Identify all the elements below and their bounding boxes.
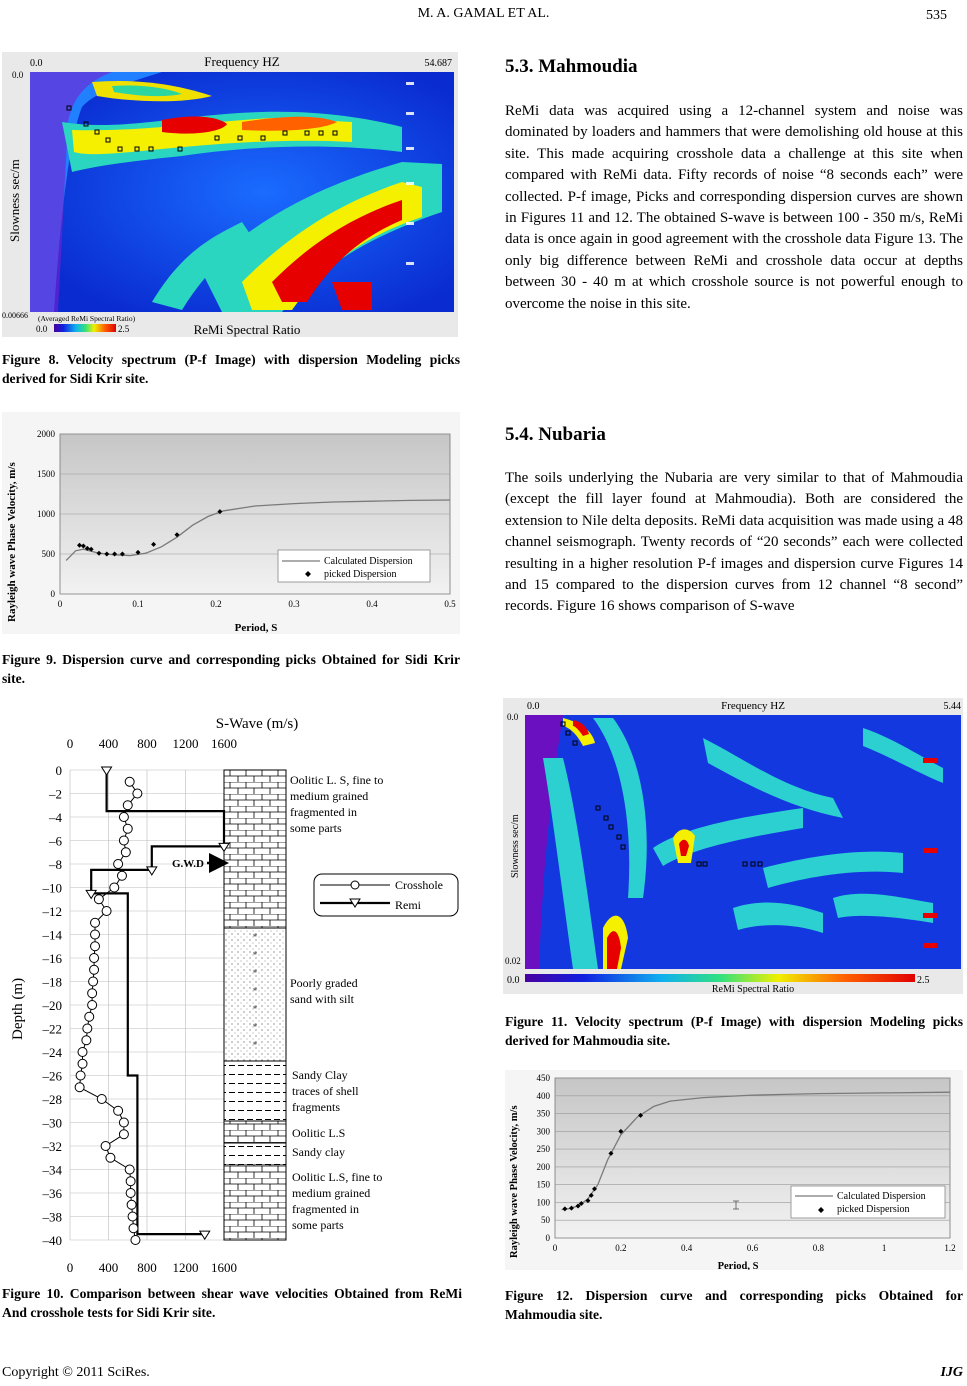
- crosshole-marker: [75, 1083, 84, 1092]
- x-tick-label-bottom: 0: [66, 1260, 74, 1275]
- running-head: M. A. GAMAL ET AL.: [417, 6, 550, 21]
- fig12-legend-calculated: Calculated Dispersion: [837, 1191, 926, 1202]
- fig9-legend-calculated: Calculated Dispersion: [324, 556, 413, 567]
- y-tick-label: –16: [42, 951, 62, 966]
- y-tick-label: 1000: [37, 509, 55, 519]
- x-tick-label: 0.8: [812, 1243, 824, 1253]
- fig10-legend-crosshole: Crosshole: [395, 878, 443, 892]
- crosshole-marker: [119, 836, 128, 845]
- crosshole-marker: [90, 954, 99, 963]
- crosshole-marker: [83, 1024, 92, 1033]
- fig11-y-min: 0.0: [507, 712, 519, 722]
- figure-12: [505, 1070, 963, 1270]
- crosshole-marker: [123, 824, 132, 833]
- svg-text:*: *: [252, 986, 258, 996]
- fig11-scale-title: ReMi Spectral Ratio: [711, 984, 795, 994]
- x-tick-label: 0.4: [366, 599, 378, 609]
- y-tick-label: –24: [42, 1045, 62, 1060]
- fig12-x-label: Period, S: [717, 1261, 759, 1270]
- crosshole-marker: [102, 907, 111, 916]
- y-tick-label: –34: [42, 1162, 62, 1178]
- fig8-scale-title: ReMi Spectral Ratio: [193, 322, 301, 337]
- fig10-lithology-labels: [290, 773, 386, 1232]
- fig8-x-max: 54.687: [424, 58, 452, 69]
- fig9-legend-picked: picked Dispersion: [324, 569, 397, 580]
- x-tick-label: 0: [552, 1243, 558, 1253]
- fig12-y-label: Rayleigh wave Phase Velocity, m/s: [509, 1105, 520, 1258]
- fig9-legend: [278, 550, 430, 582]
- fig10-y-label: Depth (m): [10, 977, 26, 1040]
- fig10-legend: [314, 874, 458, 916]
- fig8-x-min: 0.0: [30, 58, 43, 69]
- page-number: 535: [926, 8, 947, 23]
- fig11-caption: Figure 11. Velocity spectrum (P-f Image) with dispersion Modeling picks derived for Mahmoudia site.: [505, 1014, 963, 1048]
- x-tick-label: 0.1: [132, 599, 144, 609]
- y-tick-label: –8: [49, 857, 62, 872]
- litho-label-4: Oolitic L.S: [292, 1126, 346, 1140]
- y-tick-label: 1500: [37, 469, 55, 479]
- fig11-x-title: Frequency HZ: [721, 700, 785, 712]
- x-tick-label: 0.6: [746, 1243, 759, 1253]
- fig10-gwd-label: G.W.D: [172, 858, 204, 870]
- crosshole-marker: [119, 813, 128, 822]
- crosshole-marker: [91, 918, 100, 927]
- crosshole-marker: [85, 1012, 94, 1021]
- y-tick-label: –38: [42, 1209, 62, 1225]
- section-5-3-title: 5.3. Mahmoudia: [505, 56, 638, 77]
- y-tick-label: 300: [536, 1126, 550, 1137]
- y-tick-label: –30: [42, 1115, 62, 1131]
- crosshole-marker: [88, 989, 97, 998]
- crosshole-marker: [91, 930, 100, 939]
- y-tick-label: 350: [536, 1108, 550, 1119]
- x-tick-label: 0.5: [444, 599, 456, 609]
- fig10-remi-markers: [86, 767, 229, 1239]
- litho-label-6: Oolitic L.S, fine to medium grained fragmented in some parts: [292, 1170, 383, 1232]
- fig11-scale-max: 2.5: [917, 975, 930, 986]
- y-tick-label: 200: [536, 1161, 550, 1172]
- svg-text:*: *: [252, 1040, 258, 1050]
- fig9-y-label: Rayleigh wave Phase Velocity, m/s: [6, 462, 18, 622]
- x-tick-label-top: 400: [98, 736, 119, 751]
- fig10-caption: Figure 10. Comparison between shear wave velocities Obtained from ReMi And crosshole tests for Sidi Krir site.: [2, 1286, 462, 1320]
- y-tick-label: 50: [541, 1215, 550, 1226]
- y-tick-label: –26: [42, 1068, 62, 1084]
- fig8-scale-max: 2.5: [118, 324, 130, 334]
- y-tick-label: 0: [545, 1233, 550, 1243]
- fig10-legend-remi: Remi: [395, 898, 421, 912]
- y-tick-label: 450: [536, 1073, 550, 1083]
- fig10-lithology-column: [224, 770, 286, 1240]
- fig8-y-max: 0.00666: [2, 311, 28, 320]
- fig8-heatmap: [30, 72, 454, 312]
- fig9-x-label: Period, S: [234, 622, 278, 634]
- x-tick-label-bottom: 1200: [172, 1260, 199, 1275]
- fig11-scale-min: 0.0: [507, 975, 520, 986]
- y-tick-label: –18: [42, 974, 62, 990]
- y-tick-label: 500: [41, 549, 55, 559]
- y-tick-label: –32: [42, 1139, 62, 1154]
- x-tick-label-bottom: 800: [137, 1260, 157, 1275]
- figure-8: [2, 52, 458, 337]
- fig11-x-max: 5.44: [943, 701, 961, 712]
- crosshole-marker: [127, 1200, 136, 1209]
- crosshole-marker: [128, 1212, 137, 1221]
- x-tick-label: 1: [881, 1243, 887, 1253]
- y-tick-label: –40: [42, 1233, 62, 1248]
- x-tick-label: 0.3: [288, 599, 300, 609]
- x-tick-label-top: 0: [66, 736, 74, 751]
- svg-text:*: *: [252, 1004, 258, 1014]
- crosshole-marker: [78, 1059, 87, 1068]
- fig10-gwd-marker: [172, 858, 224, 870]
- y-tick-label: –36: [42, 1186, 62, 1201]
- svg-text:*: *: [252, 1022, 258, 1032]
- crosshole-marker: [76, 1071, 85, 1080]
- y-tick-label: 250: [536, 1144, 550, 1155]
- section-5-4-title: 5.4. Nubaria: [505, 424, 606, 445]
- x-tick-label-bottom: 1600: [211, 1260, 237, 1275]
- fig10-title: S-Wave (m/s): [215, 716, 299, 732]
- x-tick-label: 0.4: [681, 1243, 693, 1253]
- crosshole-marker: [97, 1095, 106, 1104]
- fig8-x-title: Frequency HZ: [204, 54, 280, 69]
- crosshole-marker: [119, 1130, 128, 1139]
- y-tick-label: –22: [42, 1021, 62, 1037]
- litho-label-5: Sandy clay: [292, 1145, 345, 1159]
- fig11-y-max: 0.02: [505, 956, 521, 966]
- footer-journal: IJG: [940, 1365, 963, 1380]
- svg-text:*: *: [252, 932, 258, 942]
- crosshole-marker: [126, 1189, 135, 1198]
- y-tick-label: 2000: [37, 429, 55, 439]
- figure-10: [2, 710, 462, 1280]
- fig11-x-min: 0.0: [527, 701, 540, 712]
- y-tick-label: –2: [49, 786, 62, 802]
- y-tick-label: –14: [42, 927, 62, 943]
- section-5-4-body: The soils underlying the Nubaria are very similar to that of Mahmoudia (except the fill layer found at Mahmoudia). Both are considered the extension to Nile delta deposits. ReMi data acquisition was made using a 48 channel seismograph. Twenty records of “20 seconds” each were collected resulting in a higher resolution P-f images and dispersion curve Figures 14 and 15 compared to the dispersion curves from 12 channel “8 second” records. Figure 16 shows comparison of S-wave: [505, 470, 963, 615]
- crosshole-marker: [119, 1118, 128, 1127]
- fig10-x-ticks-top: [67, 736, 237, 751]
- crosshole-marker: [106, 1153, 115, 1162]
- fig12-legend-picked: picked Dispersion: [837, 1204, 910, 1215]
- fig8-y-label: Slowness sec/m: [7, 159, 22, 242]
- svg-text:*: *: [252, 950, 258, 960]
- x-tick-label: 0.2: [210, 599, 222, 609]
- figure-11: [503, 698, 963, 994]
- fig11-y-label: Slowness sec/m: [510, 814, 521, 878]
- y-tick-label: –4: [49, 810, 62, 825]
- litho-label-1: Oolitic L. S, fine to medium grained fragmented in some parts: [290, 773, 384, 835]
- fig8-spectrum: [2, 52, 458, 337]
- litho-label-3: Sandy Clay traces of shell fragments: [292, 1068, 359, 1114]
- crosshole-marker: [125, 777, 134, 786]
- x-tick-label: 0: [57, 599, 63, 609]
- svg-text:*: *: [252, 968, 258, 978]
- y-tick-label: 400: [536, 1090, 550, 1101]
- y-tick-label: 0: [50, 589, 55, 599]
- crosshole-marker: [133, 789, 142, 798]
- section-5-3-body: ReMi data was acquired using a 12-channel system and noise was dominated by loaders and hammers that were demolishing old house at this site. This made acquiring crosshole data a challenge at this site when compared with ReMi data. Fifty records of noise “8 seconds each” were collected. P-f image, Picks and corresponding dispersion curves are shown in Figures 11 and 12. The obtained S-wave is between 100 - 350 m/s, ReMi data is once again in good agreement with the crosshole data Figure 13. The only big difference between ReMi and crosshole data occur at depths between 30 - 40 m at which crosshole source is not powerful enough to overcome the noise in this site.: [505, 103, 963, 312]
- y-tick-label: –10: [42, 880, 62, 896]
- fig8-y-min: 0.0: [12, 70, 24, 80]
- y-tick-label: –6: [49, 833, 62, 849]
- y-tick-label: –20: [42, 998, 62, 1013]
- x-tick-label-top: 1600: [211, 736, 237, 751]
- footer-copyright: Copyright © 2011 SciRes.: [2, 1365, 150, 1380]
- crosshole-marker: [131, 1236, 140, 1245]
- y-tick-label: –28: [42, 1092, 62, 1107]
- fig8-scale-caption: (Averaged ReMi Spectral Ratio): [38, 314, 136, 323]
- fig11-color-scale: [525, 974, 915, 982]
- crosshole-marker: [129, 1224, 138, 1233]
- crosshole-marker: [110, 883, 119, 892]
- fig12-legend: [791, 1186, 945, 1218]
- figure-9: [2, 412, 460, 634]
- remi-marker: [102, 767, 112, 775]
- x-tick-label-top: 800: [137, 736, 157, 751]
- crosshole-marker: [82, 1036, 91, 1045]
- litho-label-2: Poorly graded sand with silt: [290, 976, 358, 1006]
- fig9-caption: Figure 9. Dispersion curve and corresponding picks Obtained for Sidi Krir site.: [2, 652, 460, 686]
- fig11-heatmap: [525, 715, 961, 969]
- crosshole-marker: [117, 871, 126, 880]
- crosshole-marker: [123, 801, 132, 810]
- y-tick-label: 0: [55, 763, 62, 778]
- crosshole-marker: [114, 1106, 123, 1115]
- fig8-scale-min: 0.0: [36, 324, 48, 334]
- crosshole-marker: [94, 895, 103, 904]
- fig9-chart: [2, 412, 460, 634]
- crosshole-marker: [88, 1001, 97, 1010]
- crosshole-marker: [121, 848, 130, 857]
- y-tick-label: 150: [536, 1179, 550, 1190]
- y-tick-label: –12: [42, 904, 62, 919]
- crosshole-marker: [89, 977, 98, 986]
- x-tick-label-top: 1200: [172, 736, 199, 751]
- x-tick-label-bottom: 400: [98, 1260, 119, 1275]
- crosshole-marker: [101, 1142, 110, 1151]
- fig10-y-ticks: [42, 763, 63, 1248]
- crosshole-marker: [125, 1165, 134, 1174]
- crosshole-marker: [90, 965, 99, 974]
- fig12-caption: Figure 12. Dispersion curve and corresponding picks Obtained for Mahmoudia site.: [505, 1288, 963, 1322]
- fig12-chart: [505, 1070, 963, 1270]
- x-tick-label: 0.2: [615, 1243, 627, 1253]
- crosshole-marker: [78, 1048, 87, 1057]
- fig11-spectrum: [503, 698, 963, 994]
- x-tick-label: 1.2: [944, 1243, 956, 1253]
- y-tick-label: 100: [536, 1197, 550, 1208]
- crosshole-marker: [91, 942, 100, 951]
- fig8-caption: Figure 8. Velocity spectrum (P-f Image) with dispersion Modeling picks derived for Sidi Krir site.: [2, 352, 460, 386]
- fig10-chart: [2, 710, 462, 1280]
- fig10-x-ticks-bottom: [67, 1260, 237, 1275]
- crosshole-marker: [126, 1177, 135, 1186]
- fig10-remi-line: [91, 770, 224, 1234]
- crosshole-marker: [114, 860, 123, 869]
- fig8-color-scale: [54, 324, 116, 332]
